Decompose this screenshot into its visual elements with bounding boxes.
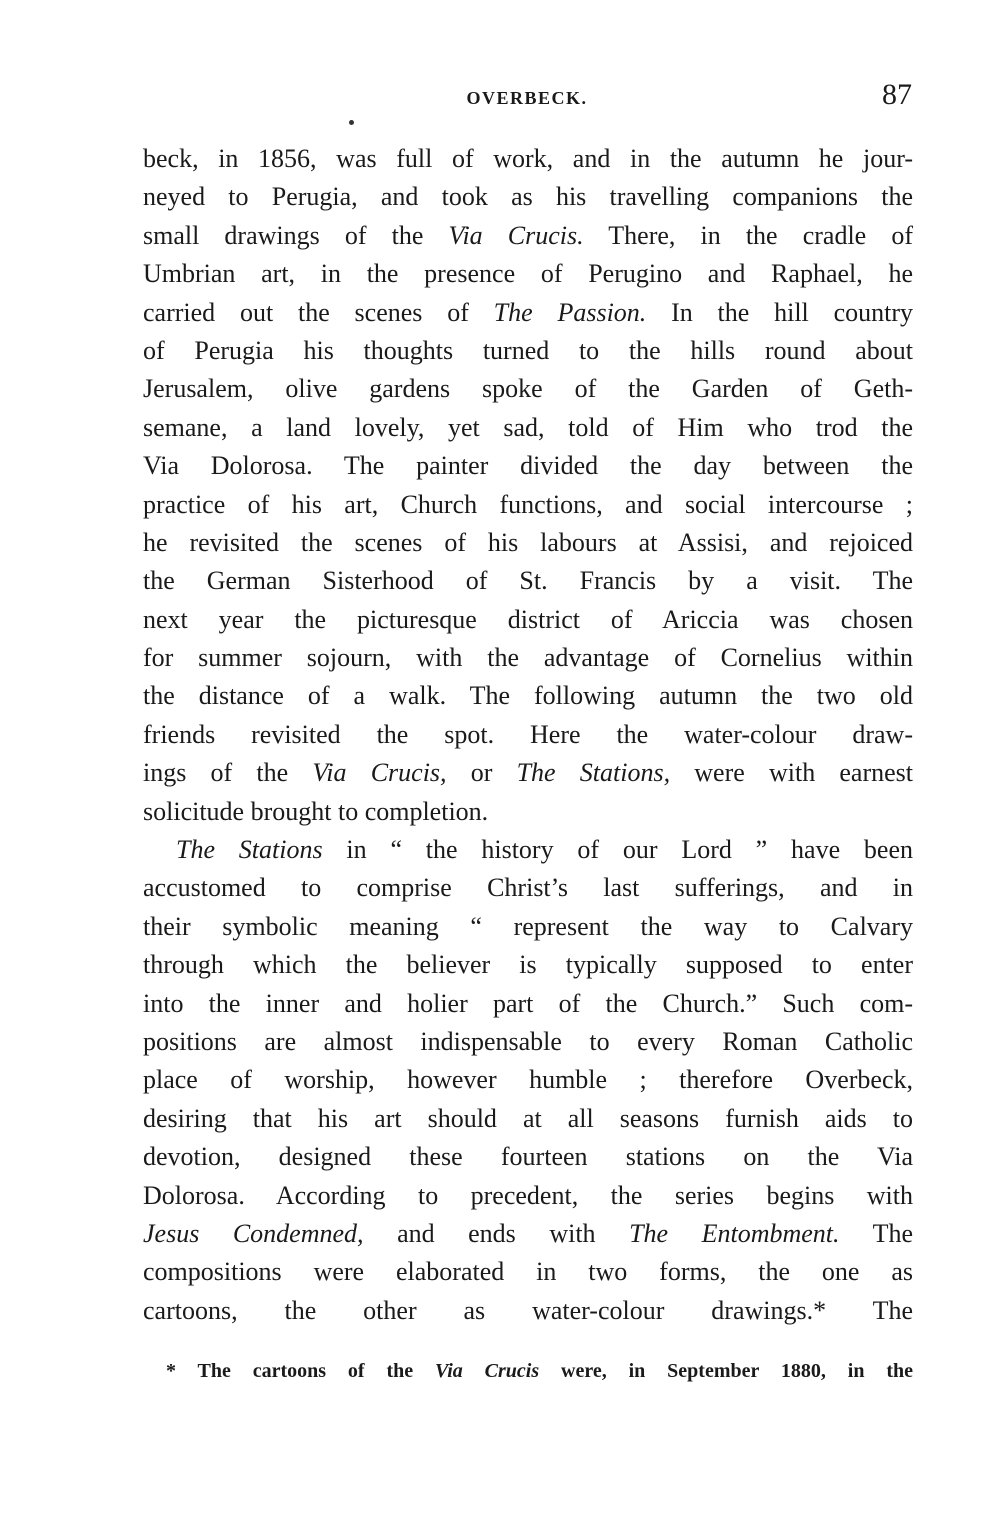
text-run: The [839, 1218, 914, 1248]
italic-title: Jesus Condemned, [143, 1218, 364, 1248]
text-run: ings of the [143, 758, 313, 788]
running-head [140, 78, 914, 114]
italic-title: The Passion. [493, 297, 647, 327]
text-line [143, 754, 913, 792]
text-line: Via Dolorosa. The painter divided the day between the [143, 451, 913, 481]
text-line: through which the believer is typically supposed to enter [143, 950, 913, 980]
text-line: beck, in 1856, was full of work, and in the autumn he jour- [143, 144, 913, 173]
text-line: the German Sisterhood of St. Francis by a visit. The [143, 566, 913, 596]
text-line: positions are almost indispensable to every Roman Catholic [143, 1026, 913, 1056]
text-line: into the inner and holier part of the Church.” Such com- [143, 988, 913, 1018]
italic-title: The Stations, [516, 758, 671, 788]
footnote-text: * The cartoons of the [166, 1360, 436, 1382]
footnote-italic-title: Via Crucis [435, 1360, 540, 1382]
italic-title: The Entombment. [629, 1218, 840, 1248]
text-line: next year the picturesque district of Ariccia was chosen [143, 604, 913, 634]
text-run: in “ the history of our Lord ” have been [322, 835, 913, 865]
text-line: Jerusalem, olive gardens spoke of the Garden of Geth- [143, 374, 913, 404]
text-line [143, 831, 913, 869]
text-line: solicitude brought to completion. [143, 796, 489, 826]
text-run: There, in the cradle of [583, 220, 913, 250]
text-line: the distance of a walk. The following autumn the two old [143, 681, 913, 711]
text-line: friends revisited the spot. Here the water-colour draw- [143, 719, 913, 749]
text-line: Dolorosa. According to precedent, the series begins with [143, 1180, 913, 1210]
body-text [143, 140, 913, 1330]
text-line: for summer sojourn, with the advantage of Cornelius within [143, 643, 913, 673]
text-line: cartoons, the other as water-colour drawings.* The [143, 1295, 913, 1325]
text-line: desiring that his art should at all seasons furnish aids to [143, 1103, 913, 1133]
text-run: carried out the scenes of [143, 297, 494, 327]
footnote-text: were, in September 1880, in the [539, 1360, 913, 1382]
text-line: practice of his art, Church functions, and social intercourse ; [143, 489, 913, 519]
text-run: small drawings of the [143, 220, 449, 250]
text-line: Umbrian art, in the presence of Perugino and Raphael, he [143, 259, 913, 289]
text-run: or [446, 758, 517, 788]
text-line: semane, a land lovely, yet sad, told of Him who trod the [143, 412, 913, 442]
text-line: compositions were elaborated in two forms, the one as [143, 1257, 913, 1287]
text-run: were with earnest [670, 758, 913, 788]
text-line: devotion, designed these fourteen stations on the Via [143, 1142, 913, 1172]
footnote [166, 1356, 913, 1386]
italic-title: Via Crucis. [448, 220, 584, 250]
text-line [143, 1215, 913, 1253]
text-line [143, 294, 913, 332]
text-run: In the hill country [646, 297, 913, 327]
text-line: of Perugia his thoughts turned to the hills round about [143, 335, 913, 365]
text-line: he revisited the scenes of his labours at Assisi, and rejoiced [143, 527, 913, 557]
italic-title: Via Crucis, [312, 758, 447, 788]
running-title: OVERBECK. [466, 88, 588, 108]
page-number: 87 [882, 78, 912, 111]
ink-speck [349, 120, 354, 125]
italic-title: The Stations [176, 835, 323, 865]
text-run: and ends with [363, 1218, 630, 1248]
text-line: accustomed to comprise Christ’s last sufferings, and in [143, 873, 913, 903]
text-line [143, 217, 913, 255]
text-line: neyed to Perugia, and took as his travelling companions the [143, 182, 913, 212]
text-line: place of worship, however humble ; therefore Overbeck, [143, 1065, 913, 1095]
text-line: their symbolic meaning “ represent the way to Calvary [143, 911, 913, 941]
